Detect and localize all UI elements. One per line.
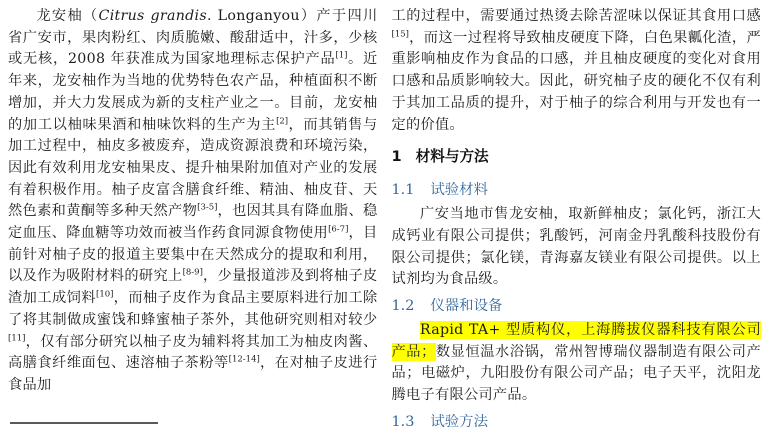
equipment-paragraph	[392, 320, 762, 407]
highlighted-text: Rapid TA+ 型质构仪，上海腾拔仪器科技有限公司产品；	[391, 322, 761, 360]
text-run: ，目前针对柚子皮的报道主要集中在天然成分的提取和利用，以及作为吸附材料的研究上	[8, 225, 378, 285]
citation-ref-10: [10]	[96, 289, 114, 300]
citation-ref-1: [1]	[335, 50, 348, 61]
intro-paragraph-continued	[392, 6, 762, 136]
citation-ref-2: [2]	[276, 115, 289, 126]
text-run: ，也因其具有降血脂、稳定血压、降血糖等功效而被当作药食同源食物使用	[8, 203, 378, 242]
text-run: ，少量报道涉及到将柚子皮渣加工成饲料	[8, 268, 378, 307]
subsection-title: 试验方法	[430, 413, 488, 430]
left-column	[8, 6, 378, 428]
subsection-number: 1.1	[391, 182, 415, 199]
text-run: 数显恒温水浴锅，常州智博瑞仪器制造有限公司产品；电磁炉，九阳股份有限公司产品；电子天平，沈阳龙腾电子有限公司产品。	[391, 343, 761, 404]
citation-ref-15: [15]	[391, 28, 409, 39]
citation-ref-8-9: [8-9]	[182, 267, 203, 278]
citation-ref-3-5: [3-5]	[197, 202, 218, 213]
intro-paragraph	[8, 6, 378, 397]
subsection-heading-test-materials	[392, 180, 762, 201]
subsection-heading-test-methods	[392, 412, 762, 433]
text-run: ，仅有部分研究以柚子皮为辅料将其加工为柚皮肉酱、高膳食纤维面包、速溶柚子茶粉等	[8, 333, 378, 372]
subsection-heading-instruments-equipment	[392, 296, 762, 317]
species-name-italic: Citrus grandis	[98, 8, 207, 24]
footnote-separator-rule	[10, 422, 158, 424]
materials-paragraph: 广安当地市售龙安柚，取新鲜柚皮；氯化钙，浙江大成钙业有限公司提供；乳酸钙，河南金丹乳酸科技股份有限公司提供；氯化镁，青海嘉友镁业有限公司提供。以上试剂均为食品级。	[391, 206, 761, 288]
text-run: ，而其销售与加工过程中，柚皮多被废弃，造成资源浪费和环境污染，因此有效利用龙安柚果皮、提升柚果附加值对产业的发展有着积极作用。柚子皮富含膳食纤维、精油、柚皮苷、天然色素和黄酮等多种天然产物	[8, 116, 378, 220]
text-run: ，而这一过程将导致柚皮硬度下降，白色果瓤化渣，严重影响柚皮作为食品的口感，并且柚皮硬度的变化对食用口感和品质影响较大。因此，研究柚子皮的硬化不仅有利于其加工品质的提升，对于柚子的综合利用与开发也有一定的价值。	[391, 29, 761, 133]
right-column	[392, 6, 762, 428]
text-run: 工的过程中，需要通过热烫去除苦涩味以保证其食用口感	[391, 8, 761, 24]
subsection-number: 1.2	[391, 298, 415, 315]
section-title: 材料与方法	[415, 148, 489, 166]
subsection-title: 试验材料	[430, 182, 488, 199]
text-run: . Longanyou）产于四川省广安市，果肉粉红、肉质脆嫩、酸甜适中，汁多，少核或无核，2008 年获准成为国家地理标志保护产品	[8, 8, 378, 68]
citation-ref-11: [11]	[8, 332, 26, 343]
subsection-title: 仪器和设备	[430, 298, 503, 315]
citation-ref-6-7: [6-7]	[328, 224, 349, 235]
text-run: ，而柚子皮作为食品主要原料进行加工除了将其制做成蜜饯和蜂蜜柚子茶外，其他研究则相对较少	[8, 290, 378, 328]
text-run: 。近年来，龙安柚作为当地的优势特色农产品，种植面积不断增加，并大力发展成为新的支柱产业之一。目前，龙安柚的加工以柚味果酒和柚味饮料的生产为主	[8, 51, 378, 133]
section-number: 1	[391, 148, 402, 166]
text-run: 龙安柚（	[36, 8, 99, 24]
text-run: ，在对柚子皮进行食品加	[8, 355, 378, 393]
citation-ref-12-14: [12-14]	[228, 354, 260, 365]
subsection-number: 1.3	[391, 413, 415, 430]
section-heading-materials-and-methods	[392, 147, 762, 167]
